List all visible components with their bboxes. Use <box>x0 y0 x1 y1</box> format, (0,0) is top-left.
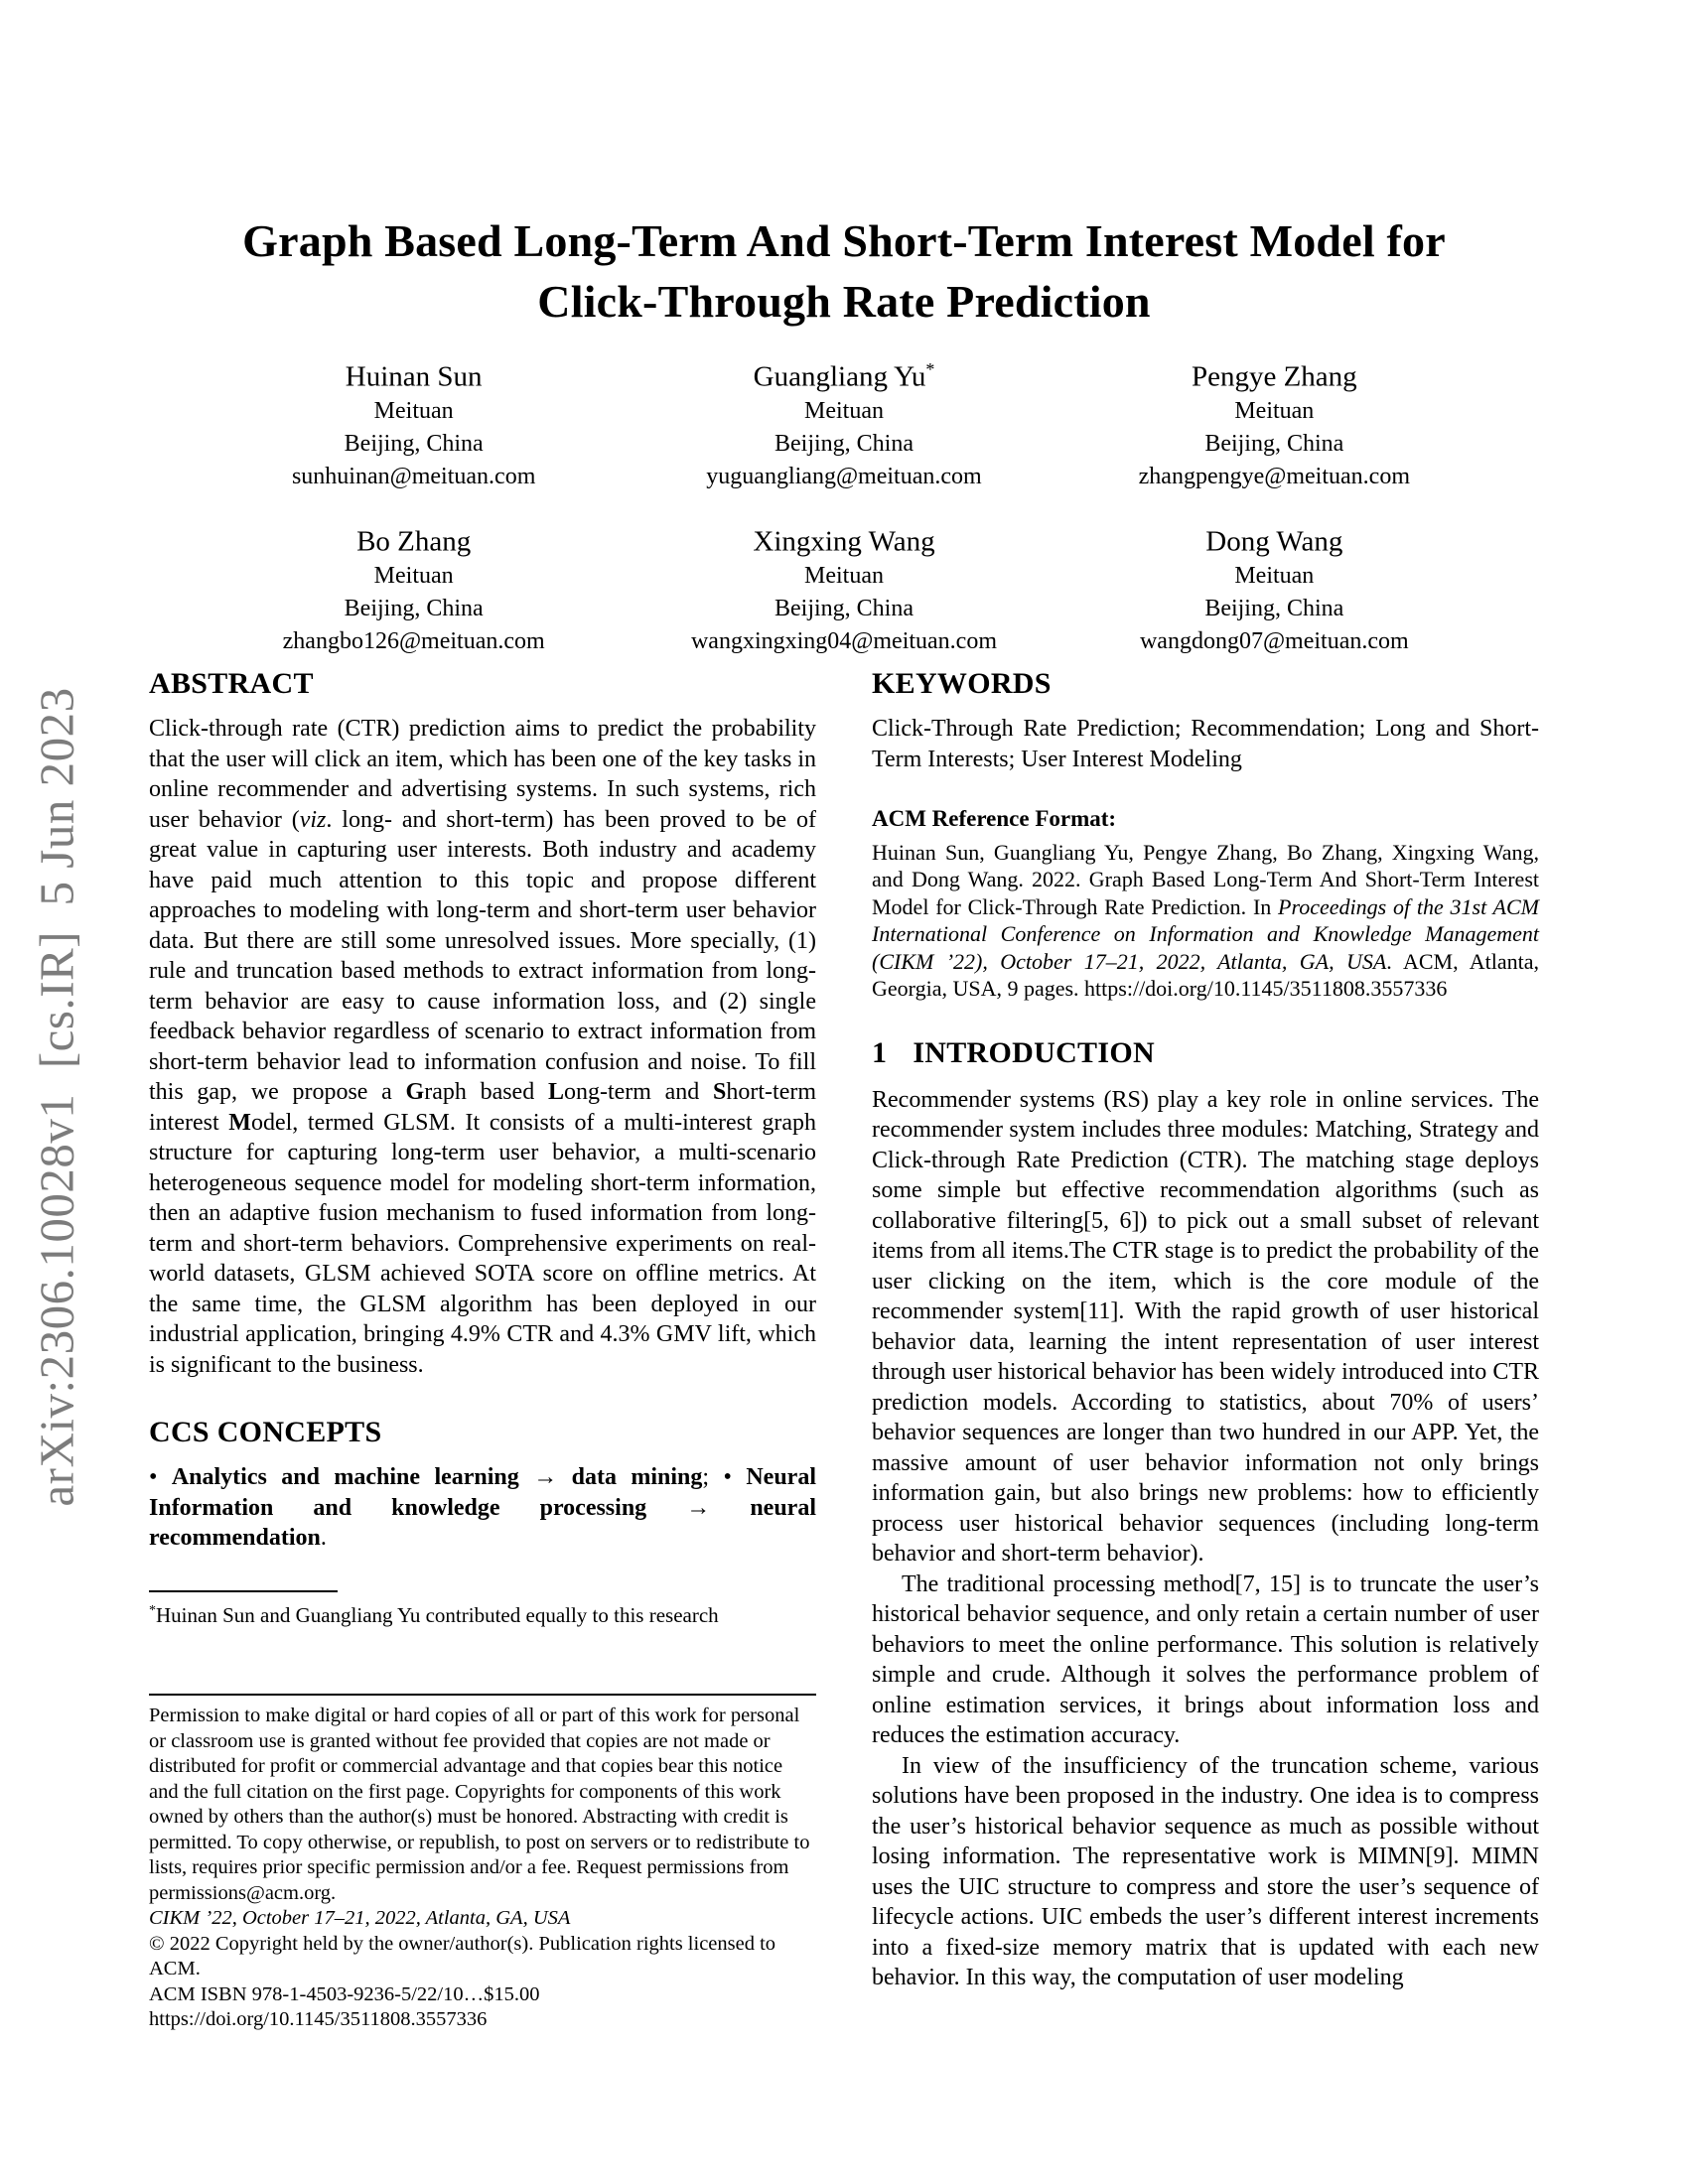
author-name-text: Pengye Zhang <box>1191 360 1357 393</box>
abstract-heading: ABSTRACT <box>149 667 314 700</box>
intro-paragraph-3: In view of the insufficiency of the truncation scheme, various solutions have been proposed in the industry. One idea is to compress the user’s historical behavior sequence as much as possible without losing information. The representative work is MIMN[9]. MIMN uses the UIC structure to compress and store the user’s sequence of lifecycle actions. UIC embeds the user’s different interest increments into a fixed-size memory matrix that is updated with each new behavior. In this way, the computation of user modeling <box>872 1752 1539 1990</box>
author-affiliation: Meituan <box>804 397 884 424</box>
author-location: Beijing, China <box>344 430 484 457</box>
author-card-4 <box>199 516 629 658</box>
author-name-text: Xingxing Wang <box>753 525 935 558</box>
introduction-heading <box>872 1036 1539 1070</box>
author-name-text: Huinan Sun <box>345 360 483 393</box>
author-card-6 <box>1059 516 1489 658</box>
doi-link[interactable]: https://doi.org/10.1145/3511808.3557336 <box>149 2008 488 2030</box>
paper-title-line2: Click-Through Rate Prediction <box>537 276 1151 327</box>
paper-title-line1: Graph Based Long-Term And Short-Term Interest Model for <box>242 215 1446 266</box>
keywords-text: Click-Through Rate Prediction; Recommendation; Long and Short-Term Interests; User Interest Modeling <box>872 716 1539 772</box>
author-email: yuguangliang@meituan.com <box>706 463 982 489</box>
author-name <box>1059 516 1489 560</box>
right-column <box>872 667 1539 1993</box>
authors-row-2 <box>199 516 1489 658</box>
author-name <box>629 516 1058 560</box>
acm-reference-heading: ACM Reference Format: <box>872 806 1117 831</box>
author-name <box>199 516 629 560</box>
intro-paragraph-1: Recommender systems (RS) play a key role in online services. The recommender system includes three modules: Matching, Strategy and Click-through Rate Prediction (CTR). The matching stage deploys some simple but effective recommendation algorithms (such as collaborative filtering[5, 6]) to pick out a small subset of relevant items from all items.The CTR stage is to predict the probability of the user clicking on the item, which is the core module of the recommender system[11]. With the rapid growth of user historical behavior data, learning the intent representation of user interest through user historical behavior has been widely introduced into CTR prediction models. According to statistics, about 70% of users’ behavior sequences are longer than two hundred in our APP. Yet, the massive amount of user behavior information not only brings information gain, but also brings new problems: how to efficiently process user historical behavior sequences (including long-term behavior and short-term behavior). <box>872 1086 1539 1567</box>
author-email: zhangpengye@meituan.com <box>1138 463 1410 489</box>
author-affiliation: Meituan <box>1234 562 1315 589</box>
footnote-block <box>149 1590 816 1628</box>
author-affiliation: Meituan <box>1234 397 1315 424</box>
author-name-text: Guangliang Yu <box>753 360 926 393</box>
permission-text: Permission to make digital or hard copies of all or part of this work for personal or classroom use is granted without fee provided that copies are not made or distributed for profit or commercial advantage and that copies bear this notice and the full citation on the first page. Copyrights for components of this work owned by others than the author(s) must be honored. Abstracting with credit is permitted. To copy otherwise, or republish, to post on servers or to redistribute to lists, requires prior specific permission and/or a fee. Request permissions from permissions@acm.org. CIKM ’22, October 17–21, 2022, Atlanta, GA, USA © 2022 Copyright held by the owner/author(s). Publication rights licensed to ACM. ACM ISBN 978-1-4503-9236-5/22/10…$15.00 <box>149 1705 810 2005</box>
authors-row-1 <box>199 351 1489 493</box>
abstract-text: Click-through rate (CTR) prediction aims to predict the probability that the user will click an item, which has been one of the key tasks in online recommender and advertising systems. In such systems, rich user behavior (viz. long- and short-term) has been proved to be of great value in capturing user interests. Both industry and academy have paid much attention to this topic and propose different approaches to modeling with long-term and short-term user behavior data. But there are still some unresolved issues. More specially, (1) rule and truncation based methods to extract information from long-term behavior are easy to cause information loss, and (2) single feedback behavior regardless of scenario to extract information from short-term behavior lead to information confusion and noise. To fill this gap, we propose a Graph based Long-term and Short-term interest Model, termed GLSM. It consists of a multi-interest graph structure for capturing long-term user behavior, a multi-scenario heterogeneous sequence model for modeling short-term information, then an adaptive fusion mechanism to fused information from long-term and short-term behaviors. Comprehensive experiments on real-world datasets, GLSM achieved SOTA score on offline metrics. At the same time, the GLSM algorithm has been deployed in our industrial application, bringing 4.9% CTR and 4.3% GMV lift, which is significant to the business. <box>149 716 817 1378</box>
introduction-text <box>872 1085 1539 1993</box>
author-name <box>199 351 629 395</box>
left-column <box>149 667 816 1554</box>
author-affiliation: Meituan <box>804 562 884 589</box>
author-email: wangxingxing04@meituan.com <box>690 627 998 654</box>
author-card-3 <box>1059 351 1489 493</box>
footnote-marker: * <box>149 1603 156 1618</box>
author-location: Beijing, China <box>774 430 914 457</box>
author-name-text: Bo Zhang <box>356 525 472 558</box>
paper-title <box>0 210 1688 332</box>
section-title: INTRODUCTION <box>913 1035 1155 1069</box>
author-card-5 <box>629 516 1058 658</box>
author-affiliation: Meituan <box>373 562 454 589</box>
acm-reference-text: Huinan Sun, Guangliang Yu, Pengye Zhang, Bo Zhang, Xingxing Wang, and Dong Wang. 2022. Graph Based Long-Term And Short-Term Interest Model for Click-Through Rate Prediction. In Proceedings of the 31st ACM International Conference on Information and Knowledge Management (CIKM ’22), October 17–21, 2022, Atlanta, GA, USA. ACM, Atlanta, Georgia, USA, 9 pages. https://doi.org/10.1145/3511808.3557336 <box>872 839 1539 1001</box>
author-email: wangdong07@meituan.com <box>1139 627 1409 654</box>
author-location: Beijing, China <box>1204 595 1344 621</box>
author-email: sunhuinan@meituan.com <box>291 463 536 489</box>
footnote-text <box>149 1598 816 1628</box>
author-name <box>1059 351 1489 395</box>
footnote-body: Huinan Sun and Guangliang Yu contributed equally to this research <box>156 1603 719 1627</box>
author-name-text: Dong Wang <box>1205 525 1343 558</box>
author-footnote-mark: * <box>925 359 935 379</box>
author-email: zhangbo126@meituan.com <box>282 627 545 654</box>
footnote-divider <box>149 1590 338 1592</box>
author-card-1 <box>199 351 629 493</box>
intro-paragraph-2: The traditional processing method[7, 15] is to truncate the user’s historical behavior sequence, and only retain a certain number of user behaviors to meet the online performance. This solution is relatively simple and crude. Although it solves the performance problem of online estimation services, it brings about information loss and reduces the estimation accuracy. <box>872 1570 1539 1748</box>
copyright-block <box>149 1694 816 2033</box>
author-location: Beijing, China <box>774 595 914 621</box>
author-name <box>629 351 1058 395</box>
arxiv-watermark: arXiv:2306.10028v1 [cs.IR] 5 Jun 2023 <box>29 687 84 1507</box>
keywords-heading: KEYWORDS <box>872 667 1052 700</box>
author-card-2 <box>629 351 1058 493</box>
ccs-text: • Analytics and machine learning → data mining; • Neural Information and knowledge processing → neural recommendation. <box>149 1464 816 1551</box>
author-location: Beijing, China <box>1204 430 1344 457</box>
ccs-heading: CCS CONCEPTS <box>149 1416 382 1448</box>
author-location: Beijing, China <box>344 595 484 621</box>
section-number: 1 <box>872 1035 888 1069</box>
author-affiliation: Meituan <box>373 397 454 424</box>
